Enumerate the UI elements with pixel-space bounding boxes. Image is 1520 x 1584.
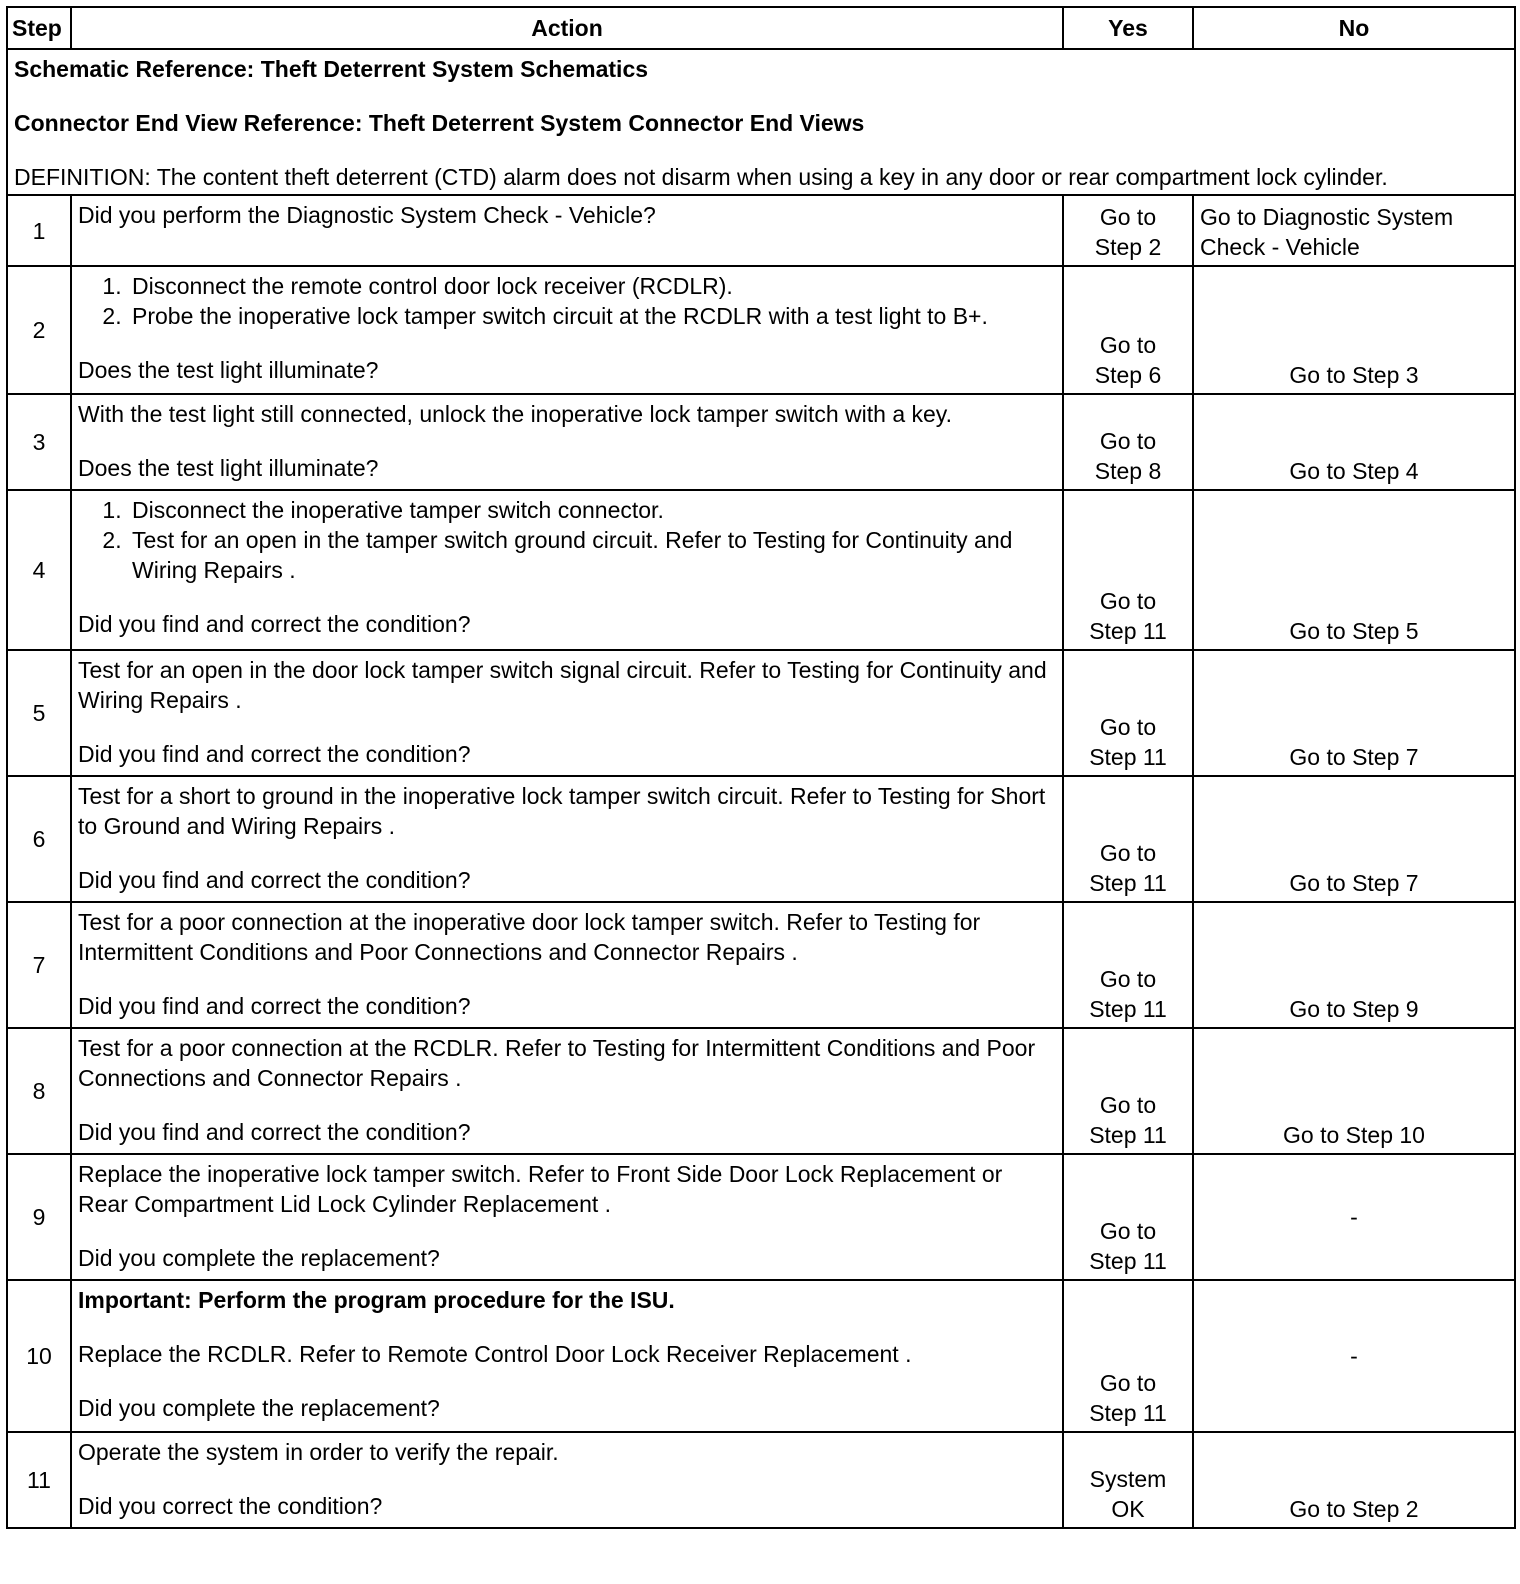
action-text: Test for a poor connection at the inoperative door lock tamper switch. Refer to Testing for Intermittent Conditions and Poor Connections and Connector Repairs . — [78, 909, 981, 965]
table-row — [7, 490, 1515, 650]
action-cell — [71, 1280, 1063, 1432]
yes-line: Go to — [1099, 332, 1157, 358]
action-cell — [71, 650, 1063, 776]
yes-line: Go to — [1099, 714, 1157, 740]
table-row — [7, 1154, 1515, 1280]
yes-line: Step 11 — [1089, 1248, 1167, 1274]
action-question: Did you find and correct the condition? — [78, 993, 471, 1019]
table-row — [7, 650, 1515, 776]
step-number: 9 — [7, 1154, 71, 1280]
step-number: 1 — [7, 195, 71, 266]
action-list — [78, 271, 1056, 331]
action-question: Did you find and correct the condition? — [78, 1119, 471, 1145]
no-cell — [1193, 195, 1515, 266]
step-number: 3 — [7, 394, 71, 490]
table-header-row — [7, 7, 1515, 49]
yes-line: Step 11 — [1089, 618, 1167, 644]
table-row — [7, 902, 1515, 1028]
action-question: Did you complete the replacement? — [78, 1245, 440, 1271]
intro-row — [7, 49, 1515, 195]
action-cell — [71, 490, 1063, 650]
table-row — [7, 394, 1515, 490]
header-step: Step — [7, 7, 71, 49]
yes-line: Go to — [1099, 428, 1157, 454]
action-text: Replace the RCDLR. Refer to Remote Control Door Lock Receiver Replacement . — [78, 1341, 912, 1367]
yes-line: OK — [1111, 1496, 1145, 1522]
action-cell — [71, 1154, 1063, 1280]
action-cell — [71, 1432, 1063, 1528]
action-cell — [71, 1028, 1063, 1154]
yes-line: Step 11 — [1089, 1122, 1167, 1148]
yes-line: Go to — [1099, 1092, 1157, 1118]
action-question: Did you find and correct the condition? — [78, 611, 471, 637]
yes-line: Go to — [1099, 204, 1157, 230]
step-number: 4 — [7, 490, 71, 650]
action-cell — [71, 394, 1063, 490]
intro-cell — [7, 49, 1515, 195]
yes-line: Step 2 — [1094, 234, 1162, 260]
table-row — [7, 1432, 1515, 1528]
no-line: Check - Vehicle — [1200, 234, 1360, 260]
table-row — [7, 195, 1515, 266]
table-row — [7, 1280, 1515, 1432]
no-cell: Go to Step 4 — [1193, 394, 1515, 490]
header-action: Action — [71, 7, 1063, 49]
no-cell: Go to Step 3 — [1193, 266, 1515, 394]
step-number: 10 — [7, 1280, 71, 1432]
yes-line: Step 8 — [1094, 458, 1162, 484]
action-cell — [71, 266, 1063, 394]
step-number: 7 — [7, 902, 71, 1028]
action-text: Operate the system in order to verify the repair. — [78, 1439, 559, 1465]
diagnostic-table — [6, 6, 1516, 1529]
action-question: Did you complete the replacement? — [78, 1395, 440, 1421]
yes-cell — [1063, 776, 1193, 902]
no-cell: Go to Step 9 — [1193, 902, 1515, 1028]
action-list-item: 2. Probe the inoperative lock tamper switch circuit at the RCDLR with a test light to B+. — [128, 301, 1056, 331]
yes-line: Step 6 — [1094, 362, 1162, 388]
yes-cell — [1063, 1280, 1193, 1432]
yes-line: Go to — [1099, 966, 1157, 992]
yes-cell — [1063, 195, 1193, 266]
no-line: Go to Diagnostic System — [1200, 204, 1454, 230]
schematic-reference: Schematic Reference: Theft Deterrent System Schematics — [14, 56, 649, 82]
no-cell: Go to Step 7 — [1193, 776, 1515, 902]
action-text: With the test light still connected, unlock the inoperative lock tamper switch with a key. — [78, 401, 952, 427]
action-question: Does the test light illuminate? — [78, 455, 379, 481]
yes-line: Step 11 — [1089, 996, 1167, 1022]
yes-cell — [1063, 1432, 1193, 1528]
action-cell — [71, 902, 1063, 1028]
diagnostic-page — [6, 6, 1514, 1529]
action-list — [78, 495, 1056, 585]
action-text: Replace the inoperative lock tamper switch. Refer to Front Side Door Lock Replacement or Rear Compartment Lid Lock Cylinder Replacement . — [78, 1161, 1003, 1217]
yes-cell — [1063, 1028, 1193, 1154]
action-list-item: 2. Test for an open in the tamper switch ground circuit. Refer to Testing for Continuity and Wiring Repairs . — [128, 525, 1056, 585]
action-cell — [71, 776, 1063, 902]
yes-cell — [1063, 266, 1193, 394]
action-cell — [71, 195, 1063, 266]
header-no: No — [1193, 7, 1515, 49]
step-number: 5 — [7, 650, 71, 776]
action-question: Does the test light illuminate? — [78, 357, 379, 383]
action-text: Test for a short to ground in the inoperative lock tamper switch circuit. Refer to Testing for Short to Ground and Wiring Repairs . — [78, 783, 1046, 839]
action-question: Did you find and correct the condition? — [78, 867, 471, 893]
yes-cell — [1063, 490, 1193, 650]
yes-line: Go to — [1099, 1370, 1157, 1396]
yes-line: System — [1089, 1466, 1167, 1492]
table-row — [7, 1028, 1515, 1154]
step-number: 2 — [7, 266, 71, 394]
yes-line: Step 11 — [1089, 1400, 1167, 1426]
yes-line: Step 11 — [1089, 744, 1167, 770]
action-text: Test for a poor connection at the RCDLR. Refer to Testing for Intermittent Conditions and Poor Connections and Connector Repairs . — [78, 1035, 1036, 1091]
step-number: 11 — [7, 1432, 71, 1528]
table-row — [7, 776, 1515, 902]
yes-line: Go to — [1099, 1218, 1157, 1244]
definition-text: DEFINITION: The content theft deterrent (CTD) alarm does not disarm when using a key in any door or rear compartment lock cylinder. — [14, 164, 1388, 190]
step-number: 8 — [7, 1028, 71, 1154]
yes-cell — [1063, 902, 1193, 1028]
table-row — [7, 266, 1515, 394]
yes-cell — [1063, 650, 1193, 776]
no-cell: Go to Step 10 — [1193, 1028, 1515, 1154]
action-text: Did you perform the Diagnostic System Check - Vehicle? — [78, 202, 656, 228]
no-cell: Go to Step 5 — [1193, 490, 1515, 650]
yes-line: Go to — [1099, 840, 1157, 866]
header-yes: Yes — [1063, 7, 1193, 49]
no-cell: - — [1193, 1280, 1515, 1432]
no-cell: - — [1193, 1154, 1515, 1280]
step-number: 6 — [7, 776, 71, 902]
yes-cell — [1063, 1154, 1193, 1280]
action-list-item: 1. Disconnect the inoperative tamper switch connector. — [128, 495, 1056, 525]
action-text: Test for an open in the door lock tamper switch signal circuit. Refer to Testing for Continuity and Wiring Repairs . — [78, 657, 1047, 713]
yes-line: Go to — [1099, 588, 1157, 614]
important-note: Important: Perform the program procedure for the ISU. — [78, 1287, 675, 1313]
action-list-item: 1. Disconnect the remote control door lock receiver (RCDLR). — [128, 271, 1056, 301]
no-cell: Go to Step 2 — [1193, 1432, 1515, 1528]
no-cell: Go to Step 7 — [1193, 650, 1515, 776]
yes-cell — [1063, 394, 1193, 490]
action-question: Did you find and correct the condition? — [78, 741, 471, 767]
yes-line: Step 11 — [1089, 870, 1167, 896]
connector-reference: Connector End View Reference: Theft Deterrent System Connector End Views — [14, 110, 865, 136]
action-question: Did you correct the condition? — [78, 1493, 383, 1519]
